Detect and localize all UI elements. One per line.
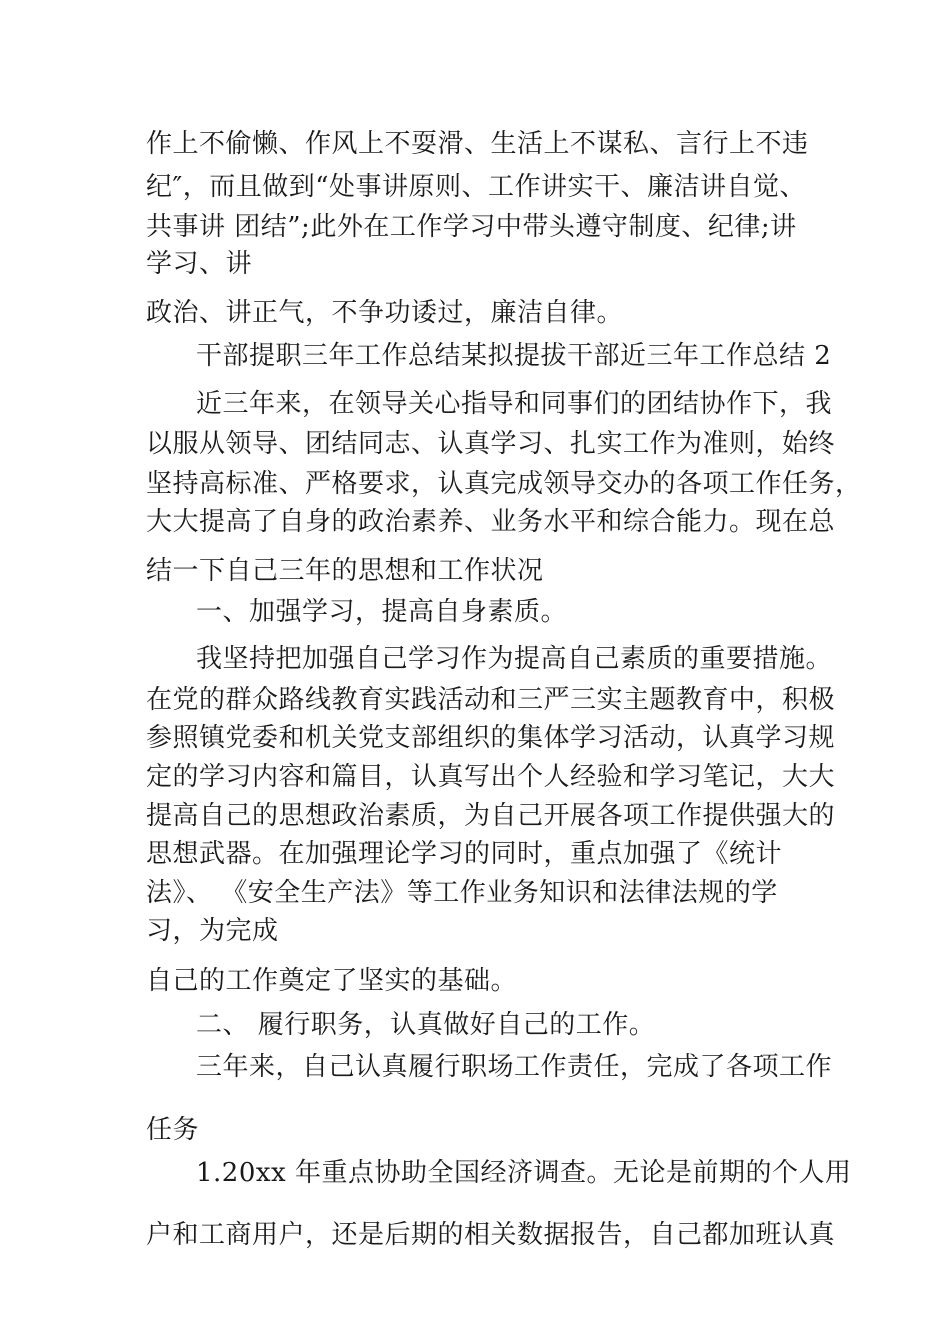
text-line: 纪″，而且做到“处事讲原则、工作讲实干、廉洁讲自觉、 [146,172,807,202]
text-line: 自己的工作奠定了坚实的基础。 [146,966,518,996]
text-line: 1.20xx 年重点协助全国经济调查。无论是前期的个人用 [196,1158,852,1188]
text-line: 结一下自己三年的思想和工作状况 [146,556,544,586]
text-line: 共事讲 团结”;此外在工作学习中带头遵守制度、纪律;讲 [146,212,797,242]
text-line: 近三年来，在领导关心指导和同事们的团结协作下，我 [196,389,833,419]
text-line: 参照镇党委和机关党支部组织的集体学习活动，认真学习规 [146,723,836,753]
text-line: 三年来，自己认真履行职场工作责任，完成了各项工作 [196,1052,833,1082]
text-line: 坚持高标准、严格要求，认真完成领导交办的各项工作任务， [146,469,862,499]
section-heading: 一、加强学习，提高自身素质。 [196,597,568,627]
text-line: 定的学习内容和篇目，认真写出个人经验和学习笔记，大大 [146,762,836,792]
text-line: 任务 [146,1115,200,1145]
text-line: 以服从领导、团结同志、认真学习、扎实工作为准则，始终 [146,429,836,459]
text-line: 在党的群众路线教育实践活动和三严三实主题教育中，积极 [146,685,836,715]
text-line: 提高自己的思想政治素质，为自己开展各项工作提供强大的 [146,801,836,831]
text-line: 法》、 《安全生产法》等工作业务知识和法律法规的学 [146,878,778,908]
text-line: 作上不偷懒、作风上不耍滑、生活上不谋私、言行上不违 [146,129,809,159]
text-line: 政治、讲正气，不争功诿过，廉洁自律。 [146,298,624,328]
text-line: 大大提高了自身的政治素养、业务水平和综合能力。现在总 [146,507,836,537]
text-line: 学习、讲 [146,249,253,279]
section-title: 干部提职三年工作总结某拟提拔干部近三年工作总结 2 [196,341,832,371]
text-line: 户和工商用户，还是后期的相关数据报告，自己都加班认真 [146,1220,836,1250]
text-line: 我坚持把加强自己学习作为提高自己素质的重要措施。 [196,644,833,674]
section-heading: 二、 履行职务，认真做好自己的工作。 [196,1010,656,1040]
text-line: 习，为完成 [146,916,279,946]
text-line: 思想武器。在加强理论学习的同时，重点加强了《统计 [146,839,783,869]
